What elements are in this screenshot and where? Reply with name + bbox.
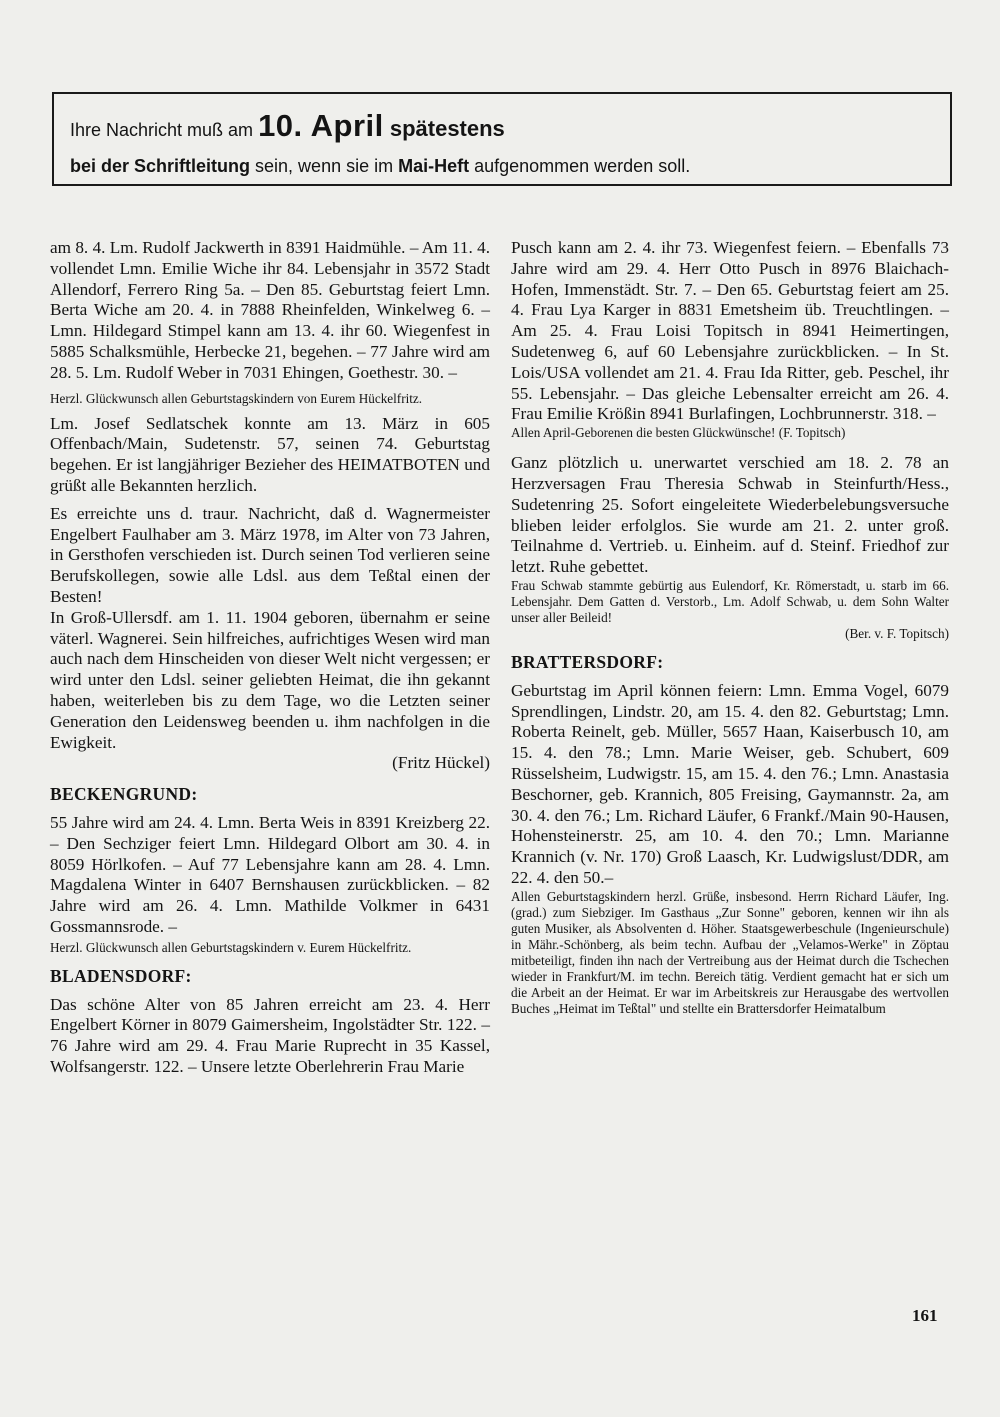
left-paragraph-5: 55 Jahre wird am 24. 4. Lmn. Berta Weis in 8391 Kreizberg 22. – Den Sechziger feiert Lmn. Hildegard Olbort am 30. 4. in 8059 Hörlkofen. – Auf 77 Lebensjahre kann am 28. 4. Lmn. Magdalena Winter in 6407 Bernshausen zurückblicken. – 82 Jahre wird am 26. 4. Lmn. Mathilde Volkmer in 6431 Gossmannsrode. – [50,812,490,936]
notice-l2d: aufgenommen werden soll. [469,156,691,176]
left-greeting-1: Herzl. Glückwunsch allen Geburtstagskindern von Eurem Hückelfritz. [50,390,423,406]
left-signature: (Fritz Hückel) [392,753,490,773]
right-paragraph-3: Geburtstag im April können feiern: Lmn. Emma Vogel, 6079 Sprendlingen, Lindstr. 20, am 15. 4. den 82. Geburtstag; Lmn. Roberta Reinelt, geb. Müller, 5657 Haan, Kaiserbusch 10, am 15. 4. den 78.; Lmn. Marie Weiser, geb. Schubert, 609 Rüsselsheim, Ludwigstr. 15, am 15. 4. den 76.; Lmn. Anastasia Beschorner, geb. Krannich, 805 Freising, Gaymannstr. 2a, am 30. 4. den 76.; Lm. Richard Läufer, 6 Frankf./Main 90-Hausen, Hohensteinerstr. 25, am 10. 4. den 70.; Lmn. Marianne Krannich (v. Nr. 170) Groß Laasch, Kr. Ludwigslust/DDR, am 22. 4. den 50.– [511,680,949,887]
right-paragraph-1: Pusch kann am 2. 4. ihr 73. Wiegenfest feiern. – Ebenfalls 73 Jahre wird am 29. 4. Herr Otto Pusch in 8976 Blaichach-Hofen, Immenstädt. Str. 7. – Den 65. Geburtstag feiert am 25. 4. Frau Lya Karger in 8831 Emetsheim üb. Treuchtlingen. – Am 25. 4. Frau Loisi Topitsch in 8941 Heimertingen, Sudetenweg 6, auf 60 Lebensjahre zurückblicken. – In St. Lois/USA vollendet am 21. 4. Frau Ida Ritter, geb. Peschel, ihr 55. Lebensjahr. – Das gleiche Lebensalter erreicht am 26. 4. Frau Emilie Krößin 8941 Burlafingen, Lochbrunnerstr. 318. – [511,238,949,424]
right-column [511,238,949,1024]
right-paragraph-2: Ganz plötzlich u. unerwartet verschied am 18. 2. 78 an Herzversagen Frau Theresia Schwab in Steinfurth/Hess., Sudetenring 25. Sofort eingeleitete Wiederbelebungsversuche blieben leider erfolglos. Sie wurde am 21. 2. unter groß. Teilnahme d. Vertrieb. u. Einheim. auf d. Steinf. Friedhof zur letzt. Ruhe gebettet. [511,453,949,577]
notice-l2b: sein, wenn sie im [250,156,399,176]
right-signature: (Ber. v. F. Topitsch) [845,625,949,641]
right-greeting-1: Allen April-Geborenen die besten Glückwünsche! (F. Topitsch) [511,425,846,441]
left-column [50,238,490,1085]
left-paragraph-4: In Groß-Ullersdf. am 1. 11. 1904 geboren, übernahm er seine väterl. Wagnerei. Sein hilfreiches, aufrichtiges Wesen wird man auch nach dem Hinscheiden von dieser Welt nicht vergessen; er wird unter den Ldsl. seiner geliebten Heimat, die ihn gekannt haben, weiterleben bis zu dem Tage, wo die Letzten seiner Generation den Leidensweg beenden u. ihm nachfolgen in die Ewigkeit. [50,607,490,752]
notice-post: spätestens [383,116,505,141]
notice-line-1 [70,108,505,144]
heading-bladensdorf: BLADENSDORF: [50,965,192,986]
left-paragraph-1: am 8. 4. Lm. Rudolf Jackwerth in 8391 Haidmühle. – Am 11. 4. vollendet Lmn. Emilie Wiche ihr 84. Lebensjahr in 3572 Stadt Allendorf, Ferrero Ring 5a. – Den 85. Geburtstag feiert Lmn. Berta Wiche am 20. 4. in 7888 Rheinfelden, Winkelweg 6. – Lmn. Hildegard Stimpel kann am 13. 4. ihr 60. Wiegenfest in 5885 Schalksmühle, Herbecke 21, begehen. – 77 Jahre wird am 28. 5. Lm. Rudolf Weber in 7031 Ehingen, Goethestr. 30. – [50,238,490,382]
notice-date: 10. April [258,108,384,143]
notice-line-2 [70,156,690,177]
heading-beckengrund: BECKENGRUND: [50,784,198,805]
right-condolence: Frau Schwab stammte gebürtig aus Eulendorf, Kr. Römerstadt, u. starb im 66. Lebensjahr. Dem Gatten d. Verstorb., Lm. Adolf Schwab, u. dem Sohn Walter unser aller Beileid! [511,577,949,625]
left-paragraph-2: Lm. Josef Sedlatschek konnte am 13. März in 605 Offenbach/Main, Sudetenstr. 57, seinen 74. Geburtstag begehen. Er ist langjähriger Bezieher des HEIMATBOTEN und grüßt alle Bekannten herzlich. [50,413,490,495]
heading-brattersdorf: BRATTERSDORF: [511,651,664,672]
left-greeting-2: Herzl. Glückwunsch allen Geburtstagskindern v. Eurem Hückelfritz. [50,939,412,955]
right-tribute: Allen Geburtstagskindern herzl. Grüße, insbesond. Herrn Richard Läufer, Ing. (grad.) zum Siebziger. Im Gasthaus „Zur Sonne" geboren, kennen wir ihn als guten Musiker, als Absolventen d. Höher. Staatsgewerbeschule (Ingenieurschule) in Mähr.-Schönberg, als beim techn. Aufbau der „Velamos-Werke" in Zöptau mitbeteiligt, finden ihn nach der Vertreibung aus der Heimat durch die Tschechen wieder in Frankfurt/M. im techn. Bereich tätig. Verdient gemacht hat er sich um die Arbeit an der Heimat. Er war im Arbeitskreis zur Herausgabe des wertvollen Buches „Heimat im Teßtal" und stellte ein Brattersdorfer Heimatalbum [511,888,949,1016]
notice-l2a: bei der Schriftleitung [70,156,251,176]
notice-pre: Ihre Nachricht muß am [70,120,259,140]
left-paragraph-6: Das schöne Alter von 85 Jahren erreicht am 23. 4. Herr Engelbert Körner in 8079 Gaimersheim, Ingolstädter Str. 122. – 76 Jahre wird am 29. 4. Frau Marie Ruprecht in 35 Kassel, Wolfsangerstr. 122. – Unsere letzte Oberlehrerin Frau Marie [50,994,490,1076]
left-paragraph-3: Es erreichte uns d. traur. Nachricht, daß d. Wagnermeister Engelbert Faulhaber am 3. März 1978, im Alter von 73 Jahren, in Gersthofen verschieden ist. Durch seinen Tod verlieren seine Berufskollegen, sowie alle Ldsl. aus dem Teßtal einen der Besten! [50,503,490,606]
page-number: 161 [912,1306,938,1325]
deadline-notice-box [52,92,952,186]
notice-l2c: Mai-Heft [398,156,470,176]
